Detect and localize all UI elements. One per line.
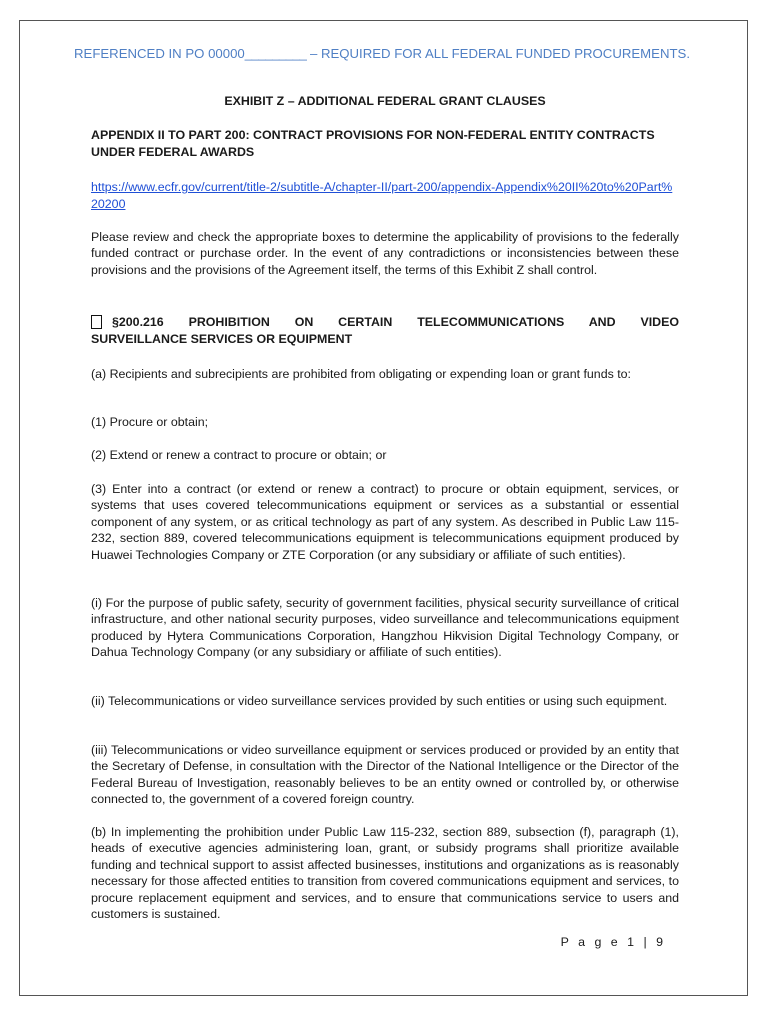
paragraph-a2: (2) Extend or renew a contract to procure or obtain; or (91, 448, 387, 462)
po-number-blank[interactable]: _________ (244, 46, 307, 61)
procurement-reference-header (74, 46, 714, 61)
section-heading-line1 (91, 313, 679, 331)
intro-paragraph: Please review and check the appropriate boxes to determine the applicability of provisions to the federally funded contract or purchase order. In the event of any contradictions or inconsistencies between these provisions and the provisions of the Agreement itself, the terms of this Exhibit Z shall control. (91, 230, 679, 277)
appendix-heading: APPENDIX II TO PART 200: CONTRACT PROVISIONS FOR NON-FEDERAL ENTITY CONTRACTS UNDER FEDERAL AWARDS (91, 128, 655, 159)
paragraph-iii: (iii) Telecommunications or video surveillance equipment or services produced or provided by an entity that the Secretary of Defense, in consultation with the Director of the National Intelligence or the Director of the Federal Bureau of Investigation, reasonably believes to be an entity owned or controlled by, or otherwise connected to, the government of a covered foreign country. (91, 743, 679, 807)
exhibit-title: EXHIBIT Z – ADDITIONAL FEDERAL GRANT CLAUSES (224, 94, 546, 108)
paragraph-i: (i) For the purpose of public safety, security of government facilities, physical security surveillance of critical infrastructure, and other national security purposes, video surveillance and telecommunications equipment produced by Hytera Communications Corporation, Hangzhou Hikvision Digital Technology Company, or Dahua Technology Company (or any subsidiary or affiliate of such entities). (91, 596, 679, 660)
section-200-216-checkbox[interactable] (91, 315, 102, 329)
section-heading-line2: SURVEILLANCE SERVICES OR EQUIPMENT (91, 332, 353, 346)
section-heading-text: §200.216 PROHIBITION ON CERTAIN TELECOMMUNICATIONS AND VIDEO (112, 315, 679, 329)
paragraph-a: (a) Recipients and subrecipients are prohibited from obligating or expending loan or grant funds to: (91, 367, 632, 381)
ecfr-link[interactable]: https://www.ecfr.gov/current/title-2/subtitle-A/chapter-II/part-200/appendix-Appendix%20II%20to%20Part%20200 (91, 180, 673, 211)
paragraph-ii: (ii) Telecommunications or video surveillance services provided by such entities or using such equipment. (91, 694, 668, 708)
paragraph-a3: (3) Enter into a contract (or extend or renew a contract) to procure or obtain equipment, services, or systems that uses covered telecommunications equipment or services as a substantial or essential component of any system, or as critical technology as part of any system. As described in Public Law 115-232, section 889, covered telecommunications equipment is telecommunications equipment produced by Huawei Technologies Company or ZTE Corporation (or any subsidiary or affiliate of such entities). (91, 482, 679, 562)
paragraph-a1: (1) Procure or obtain; (91, 415, 209, 429)
header-suffix: – REQUIRED FOR ALL FEDERAL FUNDED PROCUREMENTS. (306, 46, 690, 61)
paragraph-b: (b) In implementing the prohibition under Public Law 115-232, section 889, subsection (f), paragraph (1), heads of executive agencies administering loan, grant, or subsidy programs shall prioritize available funding and technical support to assist affected businesses, institutions and organizations as is reasonably necessary for those affected entities to transition from covered communications equipment and services, to procure replacement equipment and services, and to ensure that communications service to users and customers is sustained. (91, 825, 679, 922)
page-number: P a g e 1 | 9 (560, 935, 666, 949)
header-prefix: REFERENCED IN PO 00000 (74, 46, 245, 61)
